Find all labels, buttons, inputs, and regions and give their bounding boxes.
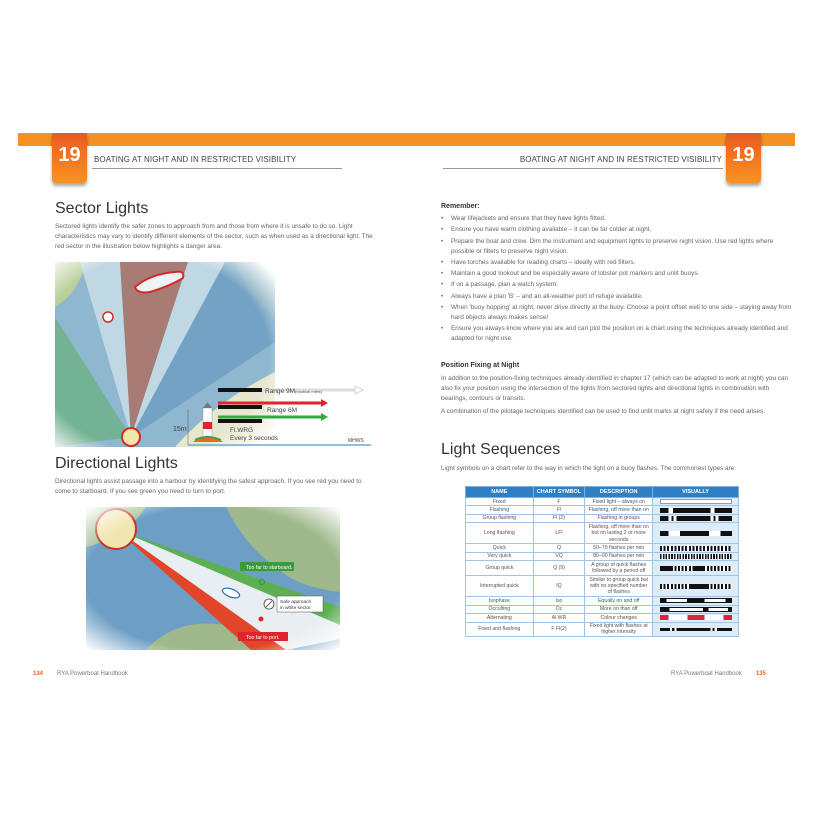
cell-name: Fixed and flashing: [466, 622, 534, 637]
running-head-right: BOATING AT NIGHT AND IN RESTRICTED VISIBILITY: [519, 155, 722, 164]
col-header-name: NAME: [466, 487, 534, 498]
list-item: • Always have a plan 'B' – and an all-weather port of refuge available.: [441, 292, 796, 302]
cell-description: Fixed light with flashes at higher intensity: [585, 622, 653, 637]
visual-quick: [653, 544, 739, 552]
visual-fixed-and-flashing: [653, 622, 739, 637]
cell-name: Group flashing: [466, 514, 534, 522]
remember-title: Remember:: [441, 203, 480, 210]
header-rule: [443, 168, 723, 169]
cell-name: Alternating: [466, 614, 534, 622]
cell-symbol: IQ: [533, 576, 585, 597]
cell-name: Fixed: [466, 498, 534, 506]
table-row: [466, 506, 739, 514]
cell-description: Equally on and off: [585, 597, 653, 605]
footer-right: [671, 671, 766, 677]
header-rule: [92, 168, 342, 169]
table-row: [466, 552, 739, 560]
light-sequences-intro: Light symbols on a chart refer to the way in which the light on a buoy flashes. The commonest types are:: [441, 465, 737, 472]
cell-symbol: Al.WR: [533, 614, 585, 622]
cell-description: Fixed light – always on: [585, 498, 653, 506]
list-item: • Have torches available for reading charts – ideally with red filters.: [441, 258, 796, 268]
svg-text:Every 3 seconds: Every 3 seconds: [230, 435, 279, 442]
visual-long-flashing: [653, 523, 739, 544]
cell-description: A group of quick flashes followed by a period off: [585, 561, 653, 576]
table-row: [466, 614, 739, 622]
cell-description: Colour changes: [585, 614, 653, 622]
cell-description: 80–90 flashes per min: [585, 552, 653, 560]
cell-symbol: Q (9): [533, 561, 585, 576]
chapter-tab-right: [726, 133, 761, 183]
chapter-number: 19: [58, 143, 81, 166]
table-row: [466, 622, 739, 637]
cell-description: Similar to group quick but with no specified number of flashes: [585, 576, 653, 597]
sector-lights-body: Sectored lights identify the safer zones to approach from and those from where it is unsafe to do so. Light characteristics may vary to identify different elements of the sector, such as when used as a directional light. The red sector in the illustration below highlights a danger area.: [55, 223, 373, 250]
cell-description: Flashing, off more than on: [585, 506, 653, 514]
col-header-visually: VISUALLY: [653, 487, 739, 498]
svg-text:15m: 15m: [173, 426, 187, 433]
list-item: • Maintain a good lookout and be especially aware of lobster pot markers and unlit buoys.: [441, 269, 796, 279]
cell-name: Interrupted quick: [466, 576, 534, 597]
svg-text:MHWS: MHWS: [348, 438, 364, 444]
visual-flashing: [653, 506, 739, 514]
cell-name: Occulting: [466, 605, 534, 613]
svg-text:Too far to starboard.: Too far to starboard.: [246, 565, 293, 571]
visual-occulting: [653, 605, 739, 613]
book-title: RYA Powerboat Handbook: [57, 671, 128, 677]
cell-symbol: F Fl(2): [533, 622, 585, 637]
svg-text:in white sector: in white sector: [280, 606, 311, 611]
list-item: • Prepare the boat and crew. Dim the instrument and equipment lights to preserve night vision. Use red lights where possible or filters to preserve night vision.: [441, 237, 796, 257]
cell-symbol: VQ: [533, 552, 585, 560]
cell-name: Very quick: [466, 552, 534, 560]
chapter-tab-left: [52, 133, 87, 183]
list-item: • Wear lifejackets and ensure that they have lights fitted.: [441, 214, 796, 224]
svg-text:(nautical miles): (nautical miles): [295, 389, 322, 394]
table-row: [466, 605, 739, 613]
svg-text:Range 9M: Range 9M: [265, 388, 295, 395]
cell-symbol: Iso: [533, 597, 585, 605]
svg-text:Range 6M: Range 6M: [267, 407, 297, 414]
chapter-number: 19: [732, 143, 755, 166]
svg-text:Safe approach: Safe approach: [280, 600, 312, 605]
table-row: [466, 514, 739, 522]
visual-interrupted-quick: [653, 576, 739, 597]
visual-fixed: [653, 498, 739, 506]
visual-alternating: [653, 614, 739, 622]
cell-description: Flashing in groups: [585, 514, 653, 522]
directional-lights-illustration: [86, 507, 340, 650]
cell-symbol: LFl: [533, 523, 585, 544]
cell-symbol: Q: [533, 544, 585, 552]
table-row: [466, 544, 739, 552]
list-item: • Ensure you have warm clothing available – it can be far colder at night.: [441, 225, 796, 235]
visual-very-quick: [653, 552, 739, 560]
running-head-left: BOATING AT NIGHT AND IN RESTRICTED VISIBILITY: [94, 155, 297, 164]
cell-symbol: Fl: [533, 506, 585, 514]
table-row: [466, 523, 739, 544]
cell-description: Flashing, off more than on but on lasting 2 or more seconds: [585, 523, 653, 544]
header-orange-bar: [18, 133, 795, 146]
remember-list: [441, 214, 796, 346]
table-row: [466, 576, 739, 597]
page-number: 134: [33, 671, 44, 677]
footer-left: [33, 671, 128, 677]
directional-lights-title: Directional Lights: [55, 455, 178, 472]
sector-lights-title: Sector Lights: [55, 200, 149, 217]
light-sequences-table: [465, 486, 739, 637]
cell-name: Group quick: [466, 561, 534, 576]
table-row: [466, 498, 739, 506]
visual-group-quick: [653, 561, 739, 576]
position-fixing-title: Position Fixing at Night: [441, 362, 520, 369]
svg-text:Too far to port.: Too far to port.: [246, 635, 280, 641]
page-number: 135: [755, 671, 766, 677]
cell-name: Quick: [466, 544, 534, 552]
sector-lights-illustration: [55, 262, 371, 447]
light-sequences-title: Light Sequences: [441, 441, 561, 458]
cell-description: More on than off: [585, 605, 653, 613]
directional-lights-body: Directional lights assist passage into a harbour by identifying the safest approach. If you see red you need to come to starboard. If you see green you need to turn to port.: [55, 478, 362, 495]
list-item: • If on a passage, plan a watch system.: [441, 280, 796, 290]
col-header-symbol: CHART SYMBOL: [533, 487, 585, 498]
table-row: [466, 561, 739, 576]
svg-text:Fl.WRG: Fl.WRG: [230, 427, 254, 434]
position-fixing-para2: A combination of the pilotage techniques identified can be used to find unlit marks at night safely if the need arises.: [441, 408, 765, 415]
cell-name: Flashing: [466, 506, 534, 514]
cell-description: 50–79 flashes per min: [585, 544, 653, 552]
list-item: • When 'buoy hopping' at night, never drive directly at the buoy. Choose a point offset well to one side – staying away from hard objects always makes sense!: [441, 303, 796, 323]
visual-isophase: [653, 597, 739, 605]
table-row: [466, 597, 739, 605]
visual-group-flashing: [653, 514, 739, 522]
col-header-description: DESCRIPTION: [585, 487, 653, 498]
cell-name: Isophase: [466, 597, 534, 605]
cell-symbol: Fl (2): [533, 514, 585, 522]
cell-symbol: F: [533, 498, 585, 506]
cell-name: Long flashing: [466, 523, 534, 544]
position-fixing-para1: In addition to the position-fixing techniques already identified in chapter 17 (which can be adapted to work at night) you can also fix your position using the intersection of the lights from sectored lights and directional lights in combination with bearings, contours or transits.: [441, 375, 789, 402]
book-title: RYA Powerboat Handbook: [671, 671, 742, 677]
cell-symbol: Oc: [533, 605, 585, 613]
list-item: • Ensure you always know where you are and can plot the position on a chart using the techniques already identified and adapted for night use.: [441, 324, 796, 344]
